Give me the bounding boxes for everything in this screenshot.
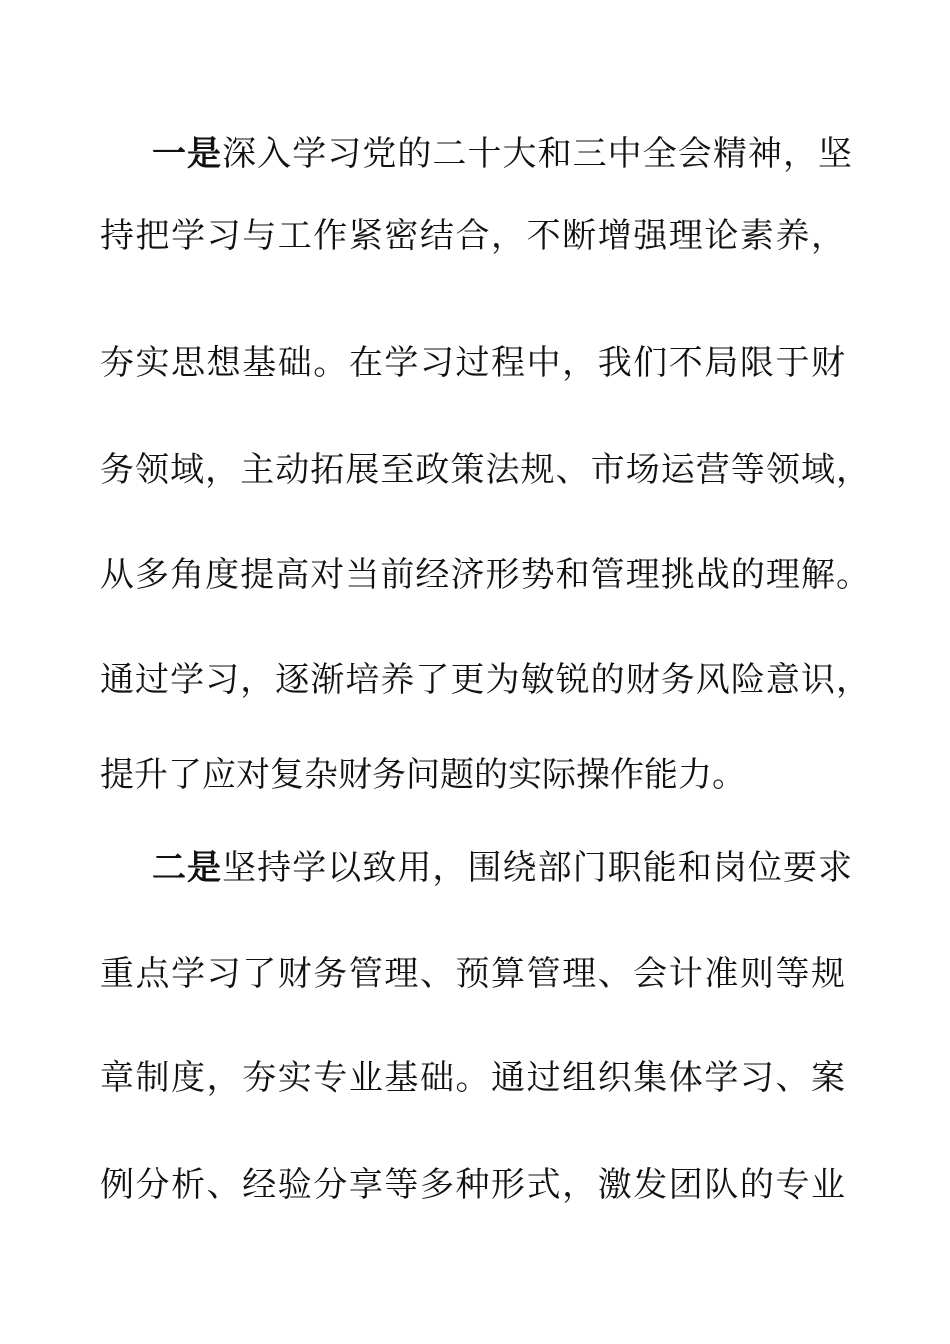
paragraph-2-line-3: 章制度，夯实专业基础。通过组织集体学习、案 <box>100 1058 845 1098</box>
paragraph-1-line-7: 提升了应对复杂财务问题的实际操作能力。 <box>100 755 746 795</box>
paragraph-2-line-2: 重点学习了财务管理、预算管理、会计准则等规 <box>100 954 845 994</box>
paragraph-1-line-5: 从多角度提高对当前经济形势和管理挑战的理解。 <box>100 555 870 595</box>
paragraph-1-lead: 一是 <box>152 134 223 174</box>
paragraph-2-lead: 二是 <box>152 848 223 888</box>
paragraph-1-line-1-text: 深入学习党的二十大和三中全会精神，坚 <box>222 134 853 174</box>
paragraph-1-line-6: 通过学习，逐渐培养了更为敏锐的财务风险意识， <box>100 660 870 700</box>
paragraph-1-line-4: 务领域，主动拓展至政策法规、市场运营等领域， <box>100 450 870 490</box>
paragraph-1-line-2: 持把学习与工作紧密结合，不断增强理论素养， <box>100 216 845 256</box>
paragraph-2-line-1-text: 坚持学以致用，围绕部门职能和岗位要求 <box>222 848 853 888</box>
paragraph-2-line-4: 例分析、经验分享等多种形式，激发团队的专业 <box>100 1165 845 1205</box>
paragraph-2-line-1 <box>152 838 852 898</box>
paragraph-1-line-1 <box>152 124 852 184</box>
paragraph-1-line-3: 夯实思想基础。在学习过程中，我们不局限于财 <box>100 343 845 383</box>
